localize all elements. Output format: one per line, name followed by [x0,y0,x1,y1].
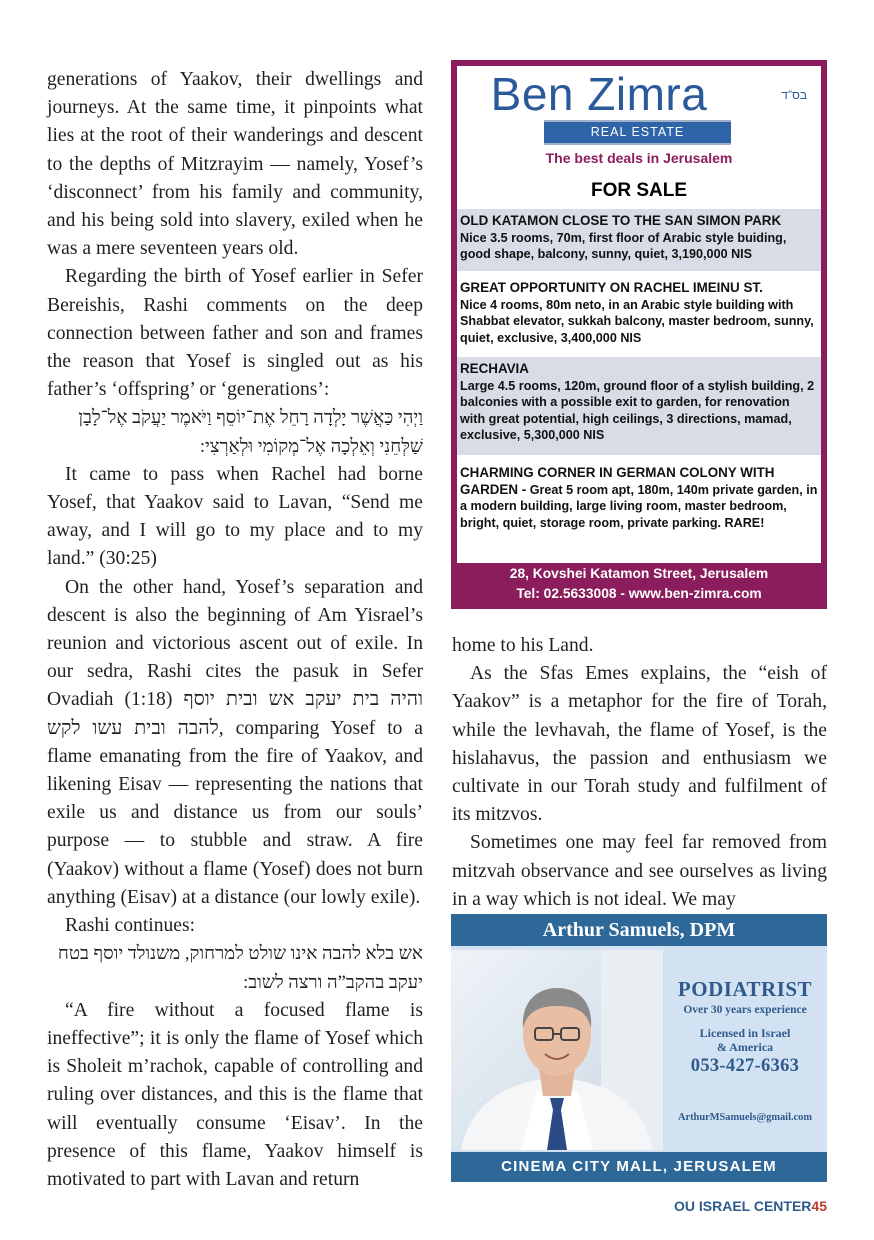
agency-contact: Tel: 02.5633008 - www.ben-zimra.com [516,586,762,601]
doctor-name: Arthur Samuels, DPM [451,914,827,946]
for-sale-heading: FOR SALE [590,180,688,201]
publication-name: OU ISRAEL CENTER [673,1198,812,1214]
article-paragraph: Rashi continues: [65,915,196,937]
article-paragraph: Regarding the birth of Yosef earlier in Sefer Bereishis, Rashi comments on the deep connection between father and son and frames the reason that Yosef is singled out as his father’s ‘offspring’ or ‘generations’: [47,266,423,401]
page-footer [674,1198,827,1214]
brand-subtitle: REAL ESTATE [544,120,731,145]
page-number: 45 [811,1198,827,1214]
listing [457,276,821,352]
phone-number: 053-427-6363 [690,1056,800,1076]
hebrew-quote: אש בלא להבה אינו שולט למרחוק, משנולד יוסף בטח יעקב בהקב”ה ורצה לשוב: [57,944,423,993]
article-paragraph: On the other hand, Yosef’s separation and descent is also the beginning of Am Yisrael’s reunion and victorious ascent out of exile. In our sedra, Rashi cites the pasuk in Sefer Ovadiah (1:18) והיה בית יעקב אש ובית יוסף להבה ובית עשו לקש, comparing Yosef to a flame emanating from the fire of Yaakov, and likening Eisav — representing the nations that exile us and distance us from our souls’ purpose — to stubble and straw. A fire (Yaakov) without a flame (Yosef) does not burn anything (Eisav) at a distance (our lowly exile). [47,576,424,908]
agency-address: 28, Kovshei Katamon Street, Jerusalem [509,566,769,581]
license-line: Licensed in Israel [699,1026,791,1040]
article-column-right [452,632,827,914]
license-line: & America [716,1040,774,1054]
bsd-mark: בס”ד [781,88,807,102]
brand-tagline: The best deals in Jerusalem [545,150,733,166]
ad-real-estate [451,60,827,609]
listing-body: Nice 3.5 rooms, 70m, first floor of Arabic style buiding, good shape, balcony, sunny, quiet, 3,190,000 NIS [460,230,787,262]
listing-body: Great 5 room apt, 180m, 140m private garden, in a modern building, large living room, master bedroom, bright, quiet, storage room, private parking. RARE! [460,482,818,530]
license-text [663,1026,827,1054]
listing-title: OLD KATAMON CLOSE TO THE SAN SIMON PARK [460,213,782,228]
article-column-left [47,66,423,1194]
article-paragraph: As the Sfas Emes explains, the “eish of Yaakov” is a metaphor for the fire of Torah, while the levhavah, the flame of Yosef, is the hislahavus, the passion and enthusiasm we cultivate in our Torah study and fulfilment of its mitzvos. [452,663,827,826]
listing-body: Nice 4 rooms, 80m neto, in an Arabic style building with Shabbat elevator, sukkah balcony, master bedroom, sunny, quiet, exclusive, 3,400,000 NIS [460,297,814,345]
listing-title: RECHAVIA [460,361,529,376]
listing-body: Large 4.5 rooms, 120m, ground floor of a stylish building, 2 balconies with a possible exit to garden, for renovation with great potential, high ceilings, 3 directions, mamad, exclusive, 5,300,000 NIS [460,378,815,443]
ad-real-estate-panel [457,66,821,563]
brand-name: Ben Zimra [490,68,708,120]
article-paragraph: generations of Yaakov, their dwellings and journeys. At the same time, it pinpoints what lies at the root of their wanderings and descent to the depths of Mitzrayim — namely, Yosef’s ‘disconnect’ from his family and community, and his being sold into slavery, exiled when he was a mere seventeen years old. [47,69,423,260]
article-paragraph: home to his Land. [452,635,594,656]
listing [457,209,821,271]
hebrew-verse: וַיְהִי כַּאֲשֶׁר יָלְדָה רָחֵל אֶת־יוֹסֵף וַיֹּאמֶר יַעֲקֹב אֶל־לָבָן שַׁלְּחֵנִי וְאֵלְכָה אֶל־מְקוֹמִי וּלְאַרְצִי: [78,408,423,457]
ad-podiatrist [451,914,827,1182]
listing-title: GREAT OPPORTUNITY ON RACHEL IMEINU ST. [460,280,763,295]
profession-title: PODIATRIST [677,977,813,1001]
article-paragraph: It came to pass when Rachel had borne Yosef, that Yaakov said to Lavan, “Send me away, and I will go to my place and to my land.” (30:25) [47,463,423,570]
clinic-location: CINEMA CITY MALL, JERUSALEM [451,1152,827,1182]
experience-text: Over 30 years experience [683,1004,807,1016]
listing [457,357,821,455]
doctor-portrait [451,950,663,1150]
listing [457,461,821,561]
doctor-portrait-illustration [451,950,663,1150]
article-paragraph: “A fire without a focused flame is ineffective”; it is only the flame of Yosef which is Sholeit m’rachok, capable of controlling and ruling over distances, and this is the flame that will eventually consume ‘Eisav’. In the presence of this flame, Yaakov himself is motivated to part with Lavan and return [47,999,423,1190]
listing-title: CHARMING CORNER IN GERMAN COLONY WITH GARDEN - [460,465,775,497]
article-paragraph: Sometimes one may feel far removed from mitzvah observance and see ourselves as living in a way which is not ideal. We may [452,832,827,910]
email-address: ArthurMSamuels@gmail.com [677,1112,813,1123]
